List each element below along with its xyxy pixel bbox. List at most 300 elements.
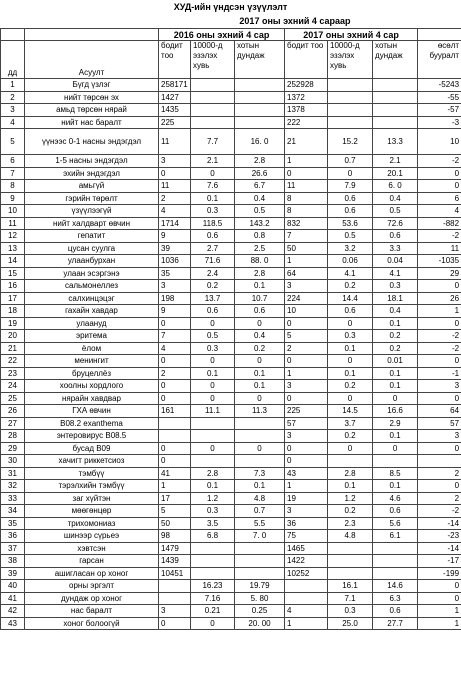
value-city-avg-2017: [373, 455, 418, 468]
row-number: 5: [1, 129, 25, 155]
value-count-2016: 0: [159, 167, 191, 180]
table-row: [1, 392, 461, 405]
value-city-avg-2016: 0.1: [235, 280, 285, 293]
value-count-2016: 41: [159, 467, 191, 480]
row-indicator: 1-5 насны эндэгдэл: [25, 155, 159, 168]
table-row: [1, 542, 461, 555]
value-per10k-2017: 15.2: [328, 129, 373, 155]
row-number: 2: [1, 91, 25, 104]
value-diff: -1035: [418, 255, 461, 268]
value-per10k-2017: 0.2: [328, 380, 373, 393]
value-per10k-2016: 3.5: [191, 517, 235, 530]
value-diff: 29: [418, 267, 461, 280]
value-count-2016: [159, 417, 191, 430]
header-per10k-2016: 10000-д эзэлэх хувь: [191, 41, 235, 79]
value-count-2017: 21: [285, 129, 328, 155]
value-city-avg-2016: 2.8: [235, 267, 285, 280]
value-diff: -2: [418, 505, 461, 518]
row-number: 1: [1, 79, 25, 92]
header-blank: [25, 29, 159, 41]
row-number: 3: [1, 104, 25, 117]
value-per10k-2017: [328, 455, 373, 468]
value-count-2016: 1479: [159, 542, 191, 555]
value-per10k-2017: 3.7: [328, 417, 373, 430]
value-per10k-2016: [191, 567, 235, 580]
value-city-avg-2017: [373, 567, 418, 580]
row-indicator: үзүүлээгүй: [25, 205, 159, 218]
header-diff: өсөлт бууралт: [418, 41, 461, 79]
sheet-subtitle: 2017 оны эхний 4 сараар: [239, 16, 351, 26]
row-indicator: мөөгөнцөр: [25, 505, 159, 518]
value-per10k-2016: 0.21: [191, 605, 235, 618]
value-count-2016: 0: [159, 442, 191, 455]
value-diff: 1: [418, 617, 461, 630]
value-city-avg-2017: 0.4: [373, 305, 418, 318]
row-number: 41: [1, 592, 25, 605]
value-city-avg-2017: 18.1: [373, 292, 418, 305]
value-diff: -1: [418, 367, 461, 380]
value-city-avg-2016: 0.1: [235, 380, 285, 393]
value-count-2017: 10252: [285, 567, 328, 580]
value-diff: -2: [418, 230, 461, 243]
row-indicator: гарсан: [25, 555, 159, 568]
value-count-2016: 2: [159, 367, 191, 380]
value-count-2017: 0: [285, 442, 328, 455]
value-diff: -2: [418, 330, 461, 343]
header-count-2017: бодит тоо: [285, 41, 328, 79]
row-number: 37: [1, 542, 25, 555]
value-diff: 1: [418, 305, 461, 318]
value-city-avg-2017: 8.5: [373, 467, 418, 480]
table-row: [1, 192, 461, 205]
value-diff: 0: [418, 280, 461, 293]
value-city-avg-2016: 0.7: [235, 505, 285, 518]
value-per10k-2016: 0.1: [191, 480, 235, 493]
value-per10k-2017: [328, 542, 373, 555]
value-city-avg-2016: 0.1: [235, 480, 285, 493]
table-row: [1, 342, 461, 355]
value-per10k-2016: 71.6: [191, 255, 235, 268]
value-per10k-2017: 3.2: [328, 242, 373, 255]
value-count-2016: [159, 592, 191, 605]
value-city-avg-2017: 6.3: [373, 592, 418, 605]
value-per10k-2016: 0.3: [191, 342, 235, 355]
value-city-avg-2017: 6.1: [373, 530, 418, 543]
header-count-2016: бодит тоо: [159, 41, 191, 79]
row-number: 24: [1, 380, 25, 393]
value-count-2016: 9: [159, 305, 191, 318]
value-city-avg-2017: 0.5: [373, 205, 418, 218]
value-city-avg-2017: 0.1: [373, 480, 418, 493]
table-row: [1, 79, 461, 92]
value-per10k-2016: [191, 417, 235, 430]
value-count-2016: [159, 580, 191, 593]
value-diff: 2: [418, 467, 461, 480]
value-count-2017: 7: [285, 230, 328, 243]
value-per10k-2017: 0.06: [328, 255, 373, 268]
value-per10k-2017: 2.8: [328, 467, 373, 480]
value-count-2016: 1439: [159, 555, 191, 568]
value-per10k-2017: 0: [328, 317, 373, 330]
value-city-avg-2017: 4.6: [373, 492, 418, 505]
value-count-2016: 10451: [159, 567, 191, 580]
value-count-2016: 3: [159, 280, 191, 293]
value-count-2016: 4: [159, 342, 191, 355]
row-indicator: цусан суулга: [25, 242, 159, 255]
header-period-2016: 2016 оны эхний 4 сар: [159, 29, 285, 41]
value-city-avg-2017: 13.3: [373, 129, 418, 155]
value-per10k-2017: 53.6: [328, 217, 373, 230]
row-number: 21: [1, 342, 25, 355]
value-count-2017: 222: [285, 116, 328, 129]
value-per10k-2017: [328, 104, 373, 117]
value-city-avg-2017: [373, 542, 418, 555]
value-per10k-2017: 0.3: [328, 605, 373, 618]
value-city-avg-2016: 4.8: [235, 492, 285, 505]
value-count-2017: 252928: [285, 79, 328, 92]
table-row: [1, 417, 461, 430]
value-count-2017: 1378: [285, 104, 328, 117]
value-diff: -14: [418, 542, 461, 555]
value-city-avg-2016: [235, 91, 285, 104]
table-row: [1, 567, 461, 580]
value-per10k-2016: [191, 116, 235, 129]
value-per10k-2017: 0.3: [328, 330, 373, 343]
row-indicator: гахайн хавдар: [25, 305, 159, 318]
value-per10k-2016: 0: [191, 317, 235, 330]
value-diff: 0: [418, 442, 461, 455]
row-indicator: бусад B09: [25, 442, 159, 455]
value-per10k-2017: [328, 555, 373, 568]
value-count-2016: 225: [159, 116, 191, 129]
value-city-avg-2017: [373, 91, 418, 104]
value-city-avg-2016: 0: [235, 355, 285, 368]
value-city-avg-2017: 0.1: [373, 430, 418, 443]
value-diff: 26: [418, 292, 461, 305]
header-city-avg-2017: хотын дундаж: [373, 41, 418, 79]
value-per10k-2016: 0.5: [191, 330, 235, 343]
value-per10k-2017: 0: [328, 392, 373, 405]
row-number: 11: [1, 217, 25, 230]
row-number: 26: [1, 405, 25, 418]
value-per10k-2016: 7.16: [191, 592, 235, 605]
value-diff: 57: [418, 417, 461, 430]
value-count-2017: 1: [285, 255, 328, 268]
value-per10k-2017: 14.4: [328, 292, 373, 305]
row-indicator: тэрэлхийн тэмбүү: [25, 480, 159, 493]
value-per10k-2016: 0.3: [191, 505, 235, 518]
value-per10k-2017: 2.3: [328, 517, 373, 530]
table-row: [1, 592, 461, 605]
value-per10k-2016: 7.7: [191, 129, 235, 155]
table-row: [1, 255, 461, 268]
table-row: [1, 155, 461, 168]
row-indicator: амьд төрсөн нярай: [25, 104, 159, 117]
row-number: 27: [1, 417, 25, 430]
value-diff: -57: [418, 104, 461, 117]
value-city-avg-2017: 0.2: [373, 342, 418, 355]
value-city-avg-2017: 0.1: [373, 380, 418, 393]
value-diff: -882: [418, 217, 461, 230]
value-diff: 64: [418, 405, 461, 418]
table-row: [1, 530, 461, 543]
value-per10k-2017: 0.6: [328, 305, 373, 318]
value-city-avg-2017: 72.6: [373, 217, 418, 230]
row-indicator: салхинцэцэг: [25, 292, 159, 305]
row-number: 31: [1, 467, 25, 480]
table-row: [1, 317, 461, 330]
value-count-2016: 50: [159, 517, 191, 530]
value-count-2016: 7: [159, 330, 191, 343]
value-per10k-2016: [191, 91, 235, 104]
value-city-avg-2016: 0: [235, 392, 285, 405]
row-number: 14: [1, 255, 25, 268]
value-city-avg-2017: 0.01: [373, 355, 418, 368]
value-count-2016: 0: [159, 455, 191, 468]
value-diff: 0: [418, 180, 461, 193]
row-number: 30: [1, 455, 25, 468]
row-number: 6: [1, 155, 25, 168]
table-row: [1, 492, 461, 505]
value-per10k-2016: 0.1: [191, 192, 235, 205]
value-count-2016: 3: [159, 605, 191, 618]
value-city-avg-2017: 0.4: [373, 192, 418, 205]
value-per10k-2017: 0.6: [328, 205, 373, 218]
table-row: [1, 129, 461, 155]
value-count-2017: 1: [285, 480, 328, 493]
value-city-avg-2016: [235, 79, 285, 92]
value-count-2016: 1036: [159, 255, 191, 268]
value-city-avg-2017: 2.1: [373, 155, 418, 168]
value-per10k-2017: 0.1: [328, 480, 373, 493]
value-city-avg-2017: [373, 555, 418, 568]
table-row: [1, 555, 461, 568]
header-period-2017: 2017 оны эхний 4 сар: [285, 29, 418, 41]
value-diff: 0: [418, 480, 461, 493]
table-row: [1, 380, 461, 393]
value-city-avg-2017: 0.3: [373, 280, 418, 293]
row-number: 34: [1, 505, 25, 518]
value-count-2017: 832: [285, 217, 328, 230]
value-per10k-2016: 2.1: [191, 155, 235, 168]
table-row: [1, 292, 461, 305]
row-number: 38: [1, 555, 25, 568]
value-city-avg-2016: [235, 116, 285, 129]
value-city-avg-2016: 0.6: [235, 305, 285, 318]
table-row: [1, 405, 461, 418]
row-indicator: хоног болоогүй: [25, 617, 159, 630]
value-diff: 2: [418, 492, 461, 505]
row-indicator: ёлом: [25, 342, 159, 355]
value-per10k-2017: 0.2: [328, 280, 373, 293]
table-row: [1, 355, 461, 368]
row-indicator: хоолны хордлого: [25, 380, 159, 393]
value-diff: 0: [418, 580, 461, 593]
value-count-2017: 57: [285, 417, 328, 430]
row-indicator: гэрийн төрөлт: [25, 192, 159, 205]
row-number: 16: [1, 280, 25, 293]
value-per10k-2017: 4.1: [328, 267, 373, 280]
row-number: 9: [1, 192, 25, 205]
value-count-2017: 1: [285, 155, 328, 168]
value-per10k-2017: 0: [328, 355, 373, 368]
value-per10k-2017: 1.2: [328, 492, 373, 505]
sheet-title: ХУД-ийн үндсэн үзүүлэлт: [173, 2, 288, 12]
value-count-2017: 5: [285, 330, 328, 343]
value-per10k-2016: 7.6: [191, 180, 235, 193]
value-city-avg-2017: 0.1: [373, 367, 418, 380]
value-count-2017: 0: [285, 167, 328, 180]
row-indicator: нас баралт: [25, 605, 159, 618]
value-diff: 0: [418, 167, 461, 180]
row-indicator: сальмонеллез: [25, 280, 159, 293]
value-count-2016: 1714: [159, 217, 191, 230]
value-diff: -14: [418, 517, 461, 530]
value-count-2017: 8: [285, 205, 328, 218]
row-indicator: менингит: [25, 355, 159, 368]
value-per10k-2016: 0.6: [191, 230, 235, 243]
value-count-2017: 0: [285, 392, 328, 405]
row-number: 19: [1, 317, 25, 330]
row-number: 36: [1, 530, 25, 543]
value-per10k-2016: [191, 555, 235, 568]
value-city-avg-2016: 5.5: [235, 517, 285, 530]
row-number: 13: [1, 242, 25, 255]
value-diff: 1: [418, 605, 461, 618]
value-per10k-2017: 7.9: [328, 180, 373, 193]
value-per10k-2016: 0.2: [191, 280, 235, 293]
value-city-avg-2017: 6. 0: [373, 180, 418, 193]
value-per10k-2016: 6.8: [191, 530, 235, 543]
row-indicator: B08.2 exanthema: [25, 417, 159, 430]
value-city-avg-2016: [235, 430, 285, 443]
row-indicator: орны эргэлт: [25, 580, 159, 593]
row-indicator: ГХА өвчин: [25, 405, 159, 418]
row-number: 20: [1, 330, 25, 343]
row-indicator: эхийн эндэгдэл: [25, 167, 159, 180]
value-diff: 11: [418, 242, 461, 255]
value-count-2017: 11: [285, 180, 328, 193]
value-city-avg-2016: 0: [235, 442, 285, 455]
header-blank: [1, 29, 25, 41]
value-city-avg-2016: 0.8: [235, 230, 285, 243]
value-diff: 4: [418, 205, 461, 218]
table-row: [1, 617, 461, 630]
value-per10k-2017: [328, 91, 373, 104]
value-city-avg-2016: 10.7: [235, 292, 285, 305]
value-diff: 0: [418, 355, 461, 368]
row-number: 18: [1, 305, 25, 318]
value-count-2017: 50: [285, 242, 328, 255]
row-number: 43: [1, 617, 25, 630]
row-indicator: шинээр сүрьеэ: [25, 530, 159, 543]
row-number: 42: [1, 605, 25, 618]
value-city-avg-2016: 5. 80: [235, 592, 285, 605]
value-city-avg-2017: 20.1: [373, 167, 418, 180]
row-number: 15: [1, 267, 25, 280]
value-city-avg-2016: 0.1: [235, 367, 285, 380]
table-row: [1, 242, 461, 255]
table-row: [1, 367, 461, 380]
value-city-avg-2017: [373, 116, 418, 129]
row-indicator: нийт төрсөн эх: [25, 91, 159, 104]
table-row: [1, 91, 461, 104]
value-diff: 3: [418, 430, 461, 443]
value-city-avg-2016: 0.4: [235, 330, 285, 343]
table-row: [1, 455, 461, 468]
value-per10k-2016: 0.1: [191, 367, 235, 380]
table-row: [1, 116, 461, 129]
value-count-2016: 198: [159, 292, 191, 305]
value-per10k-2017: 0: [328, 442, 373, 455]
value-count-2016: 1435: [159, 104, 191, 117]
value-diff: -2: [418, 342, 461, 355]
value-diff: -23: [418, 530, 461, 543]
value-per10k-2016: 13.7: [191, 292, 235, 305]
value-per10k-2017: [328, 116, 373, 129]
value-per10k-2017: 7.1: [328, 592, 373, 605]
value-diff: [418, 455, 461, 468]
value-city-avg-2016: [235, 417, 285, 430]
value-diff: -199: [418, 567, 461, 580]
row-number: 40: [1, 580, 25, 593]
value-per10k-2016: [191, 79, 235, 92]
value-count-2017: 1422: [285, 555, 328, 568]
value-city-avg-2017: 5.6: [373, 517, 418, 530]
value-per10k-2016: 118.5: [191, 217, 235, 230]
header-city-avg-2016: хотын дундаж: [235, 41, 285, 79]
value-city-avg-2016: 7. 0: [235, 530, 285, 543]
value-per10k-2016: 0: [191, 617, 235, 630]
value-count-2017: 1: [285, 367, 328, 380]
row-number: 35: [1, 517, 25, 530]
value-city-avg-2017: 0.1: [373, 317, 418, 330]
value-city-avg-2017: 0: [373, 442, 418, 455]
value-diff: -55: [418, 91, 461, 104]
value-count-2016: 258171: [159, 79, 191, 92]
row-number: 22: [1, 355, 25, 368]
value-city-avg-2017: 14.6: [373, 580, 418, 593]
value-city-avg-2017: 0.6: [373, 230, 418, 243]
value-per10k-2017: 0.1: [328, 367, 373, 380]
value-per10k-2016: 0: [191, 167, 235, 180]
value-city-avg-2016: [235, 555, 285, 568]
table-row: [1, 217, 461, 230]
row-indicator: улаанбурхан: [25, 255, 159, 268]
value-count-2016: [159, 430, 191, 443]
value-count-2016: 1: [159, 480, 191, 493]
value-diff: 10: [418, 129, 461, 155]
row-number: 23: [1, 367, 25, 380]
value-city-avg-2016: 2.8: [235, 155, 285, 168]
value-count-2016: 17: [159, 492, 191, 505]
row-indicator: тэмбүү: [25, 467, 159, 480]
value-count-2016: 9: [159, 230, 191, 243]
value-per10k-2016: 2.7: [191, 242, 235, 255]
value-city-avg-2017: 2.9: [373, 417, 418, 430]
row-indicator: энтеровирус B08.5: [25, 430, 159, 443]
indicator-table: [0, 28, 461, 630]
table-row: [1, 605, 461, 618]
row-indicator: улаан эсэргэнэ: [25, 267, 159, 280]
value-count-2017: 3: [285, 380, 328, 393]
value-per10k-2016: 0.6: [191, 305, 235, 318]
value-city-avg-2017: 4.1: [373, 267, 418, 280]
row-number: 28: [1, 430, 25, 443]
row-number: 33: [1, 492, 25, 505]
value-count-2016: 0: [159, 392, 191, 405]
value-diff: -5243: [418, 79, 461, 92]
